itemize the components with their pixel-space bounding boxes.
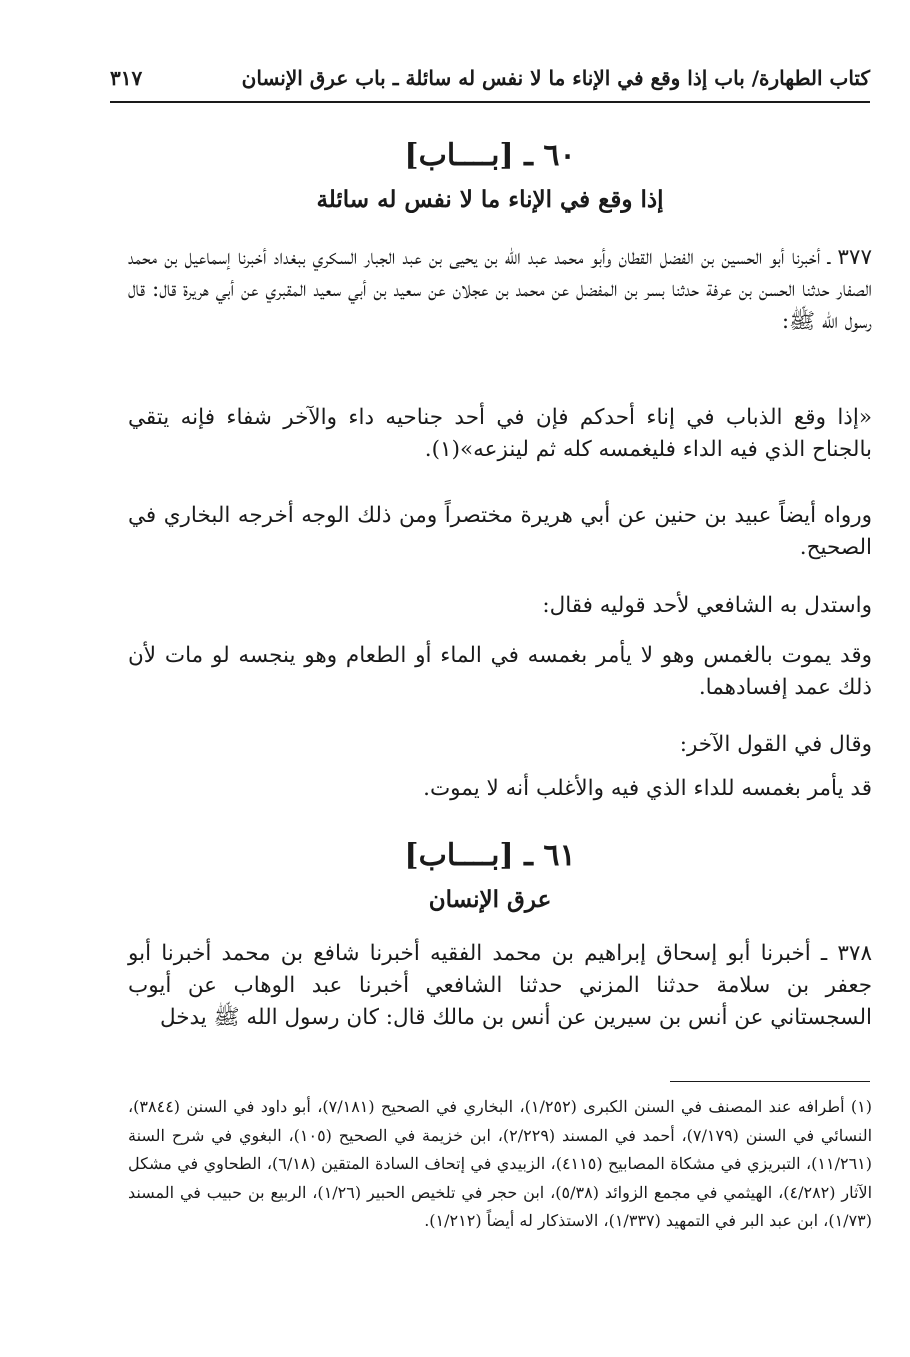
hadith-377-matn: «إذا وقع الذباب في إناء أحدكم فإن في أحد جناحيه داء والآخر شفاء فإنه يتقي بالجناح الذي فيه الداء فليغمسه كله ثم لينزعه»(١). — [128, 405, 872, 462]
chapter-61-number: ٦١ ـ [بــــاب] — [404, 838, 576, 873]
running-header — [110, 58, 870, 98]
other-view-intro: وقال في القول الآخر: — [679, 732, 872, 757]
other-view-quote: قد يأمر بغمسه للداء الذي فيه والأغلب أنه لا يموت. — [423, 776, 872, 801]
running-title: كتاب الطهارة/ باب إذا وقع في الإناء ما لا نفس له سائلة ـ باب عرق الإنسان — [241, 66, 870, 90]
shafii-intro: واستدل به الشافعي لأحد قوليه فقال: — [542, 593, 872, 618]
chapter-60-title: إذا وقع في الإناء ما لا نفس له سائلة — [316, 186, 664, 213]
shafii-quote: وقد يموت بالغمس وهو لا يأمر بغمسه في الماء أو الطعام وهو ينجسه لو مات لأن ذلك عمد إفسادهما. — [128, 643, 872, 700]
footnote-rule — [670, 1081, 870, 1082]
page-number: ٣١٧ — [110, 66, 143, 90]
hadith-377-narration: ورواه أيضاً عبيد بن حنين عن أبي هريرة مختصراً ومن ذلك الوجه أخرجه البخاري في الصحيح. — [128, 503, 872, 560]
footnote-1: (١) أطرافه عند المصنف في السنن الكبرى (١/٢٥٢)، البخاري في الصحيح (٧/١٨١)، أبو داود في السنن (٣٨٤٤)، النسائي في السنن (٧/١٧٩)، أحمد في المسند (٢/٢٢٩)، ابن خزيمة في الصحيح (١٠٥)، البغوي في شرح السنة (١١/٢٦١)، التبريزي في مشكاة المصابيح (٤١١٥)، الزبيدي في إتحاف السادة المتقين (٦/١٨)، الطحاوي في مشكل الآثار (٤/٢٨٢)، الهيثمي في مجمع الزوائد (٥/٣٨)، ابن حجر في تلخيص الحبير (١/٢٦)، الربيع بن حبيب في المسند (١/٧٣)، ابن عبد البر في التمهيد (١/٣٣٧)، الاستذكار له أيضاً (١/٢١٢). — [128, 1097, 873, 1230]
header-rule — [110, 101, 870, 103]
chapter-61-title: عرق الإنسان — [428, 886, 552, 913]
chapter-60-number: ٦٠ ـ [بــــاب] — [404, 138, 576, 173]
hadith-377-isnad: ٣٧٧ ـ أخبرنا أبو الحسين بن الفضل القطان وأبو محمد عبد الله بن يحيى بن عبد الجبار السكري ببغداد أخبرنا إسماعيل بن محمد الصفار حدثنا الحسن بن عرفة حدثنا بسر بن المفضل عن محمد بن عجلان عن سعيد بن أبي سعيد المقبري عن أبي هريرة قال: قال رسول الله ﷺ: — [128, 245, 872, 334]
footnotes — [128, 1093, 872, 1236]
hadith-378-text: ٣٧٨ ـ أخبرنا أبو إسحاق إبراهيم بن محمد الفقيه أخبرنا شافع بن محمد أخبرنا أبو جعفر بن سلامة حدثنا المزني حدثنا الشافعي أخبرنا عبد الوهاب عن أيوب السجستاني عن أنس بن سيرين عن أنس بن مالك قال: كان رسول الله ﷺ يدخل — [128, 941, 872, 1030]
